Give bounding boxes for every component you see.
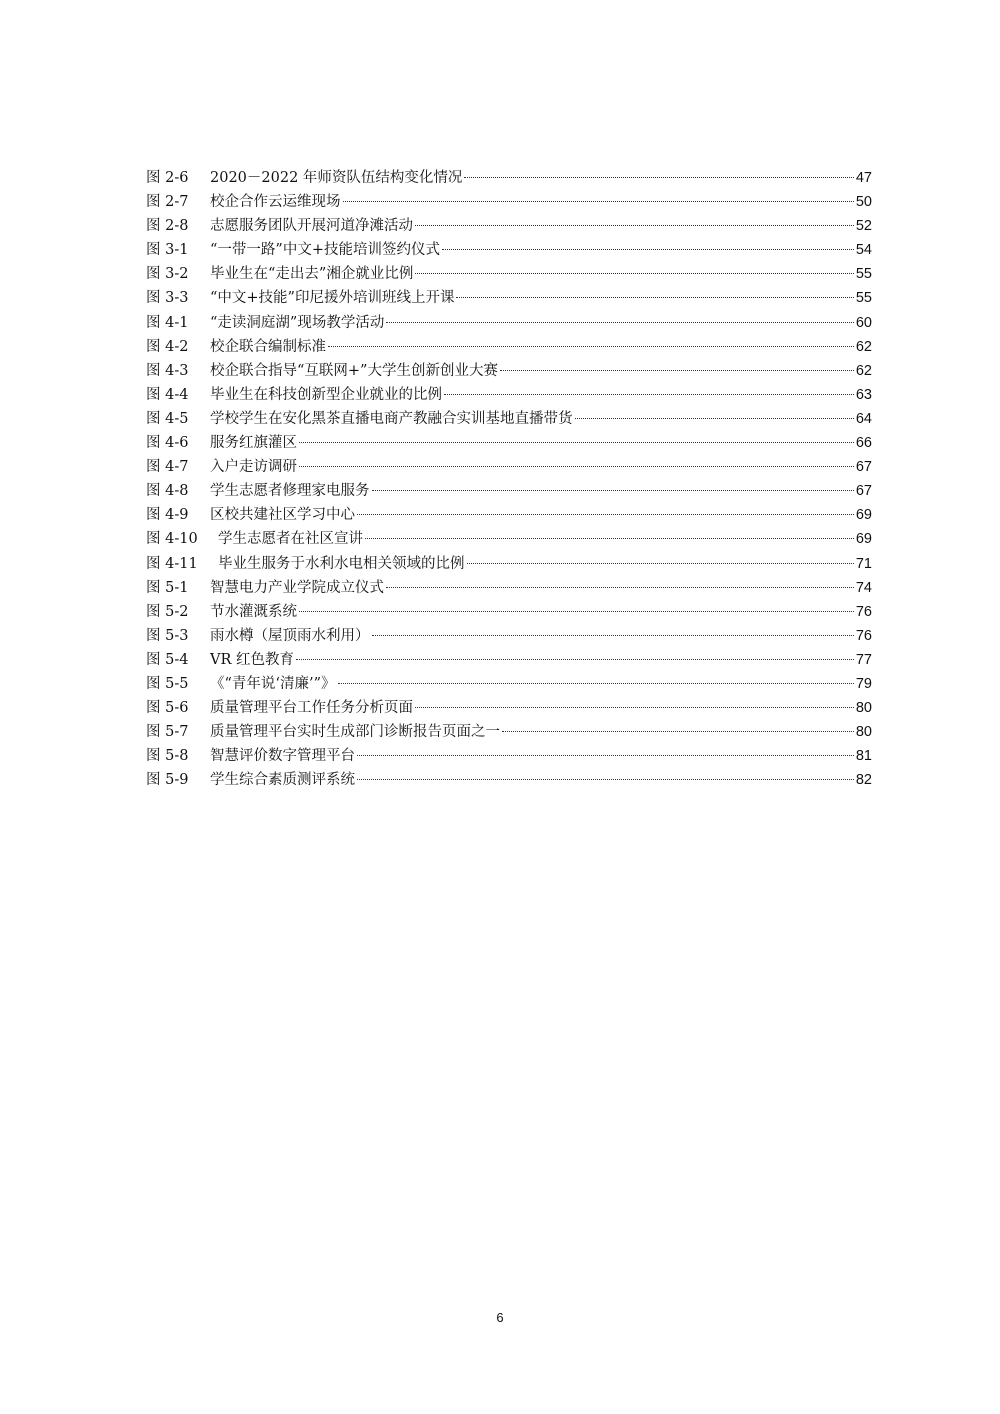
dot-leader: [296, 659, 854, 660]
figure-title: 服务红旗灌区: [210, 435, 297, 452]
toc-entry[interactable]: [146, 576, 872, 600]
page-reference: 77: [855, 651, 872, 668]
page-reference: 69: [855, 507, 872, 524]
dot-leader: [338, 683, 854, 684]
toc-entry[interactable]: [146, 311, 872, 335]
figure-title: 《“青年说‘清廉’”》: [210, 675, 336, 692]
dot-leader: [299, 442, 854, 443]
figure-number: 图 3-1: [146, 242, 189, 259]
dot-leader: [343, 201, 854, 202]
dot-leader: [415, 707, 854, 708]
dot-leader: [444, 394, 854, 395]
figure-title: “走读洞庭湖”现场教学活动: [210, 314, 385, 331]
page-reference: 67: [855, 483, 872, 500]
page-reference: 82: [855, 772, 872, 789]
figure-number: 图 4-4: [146, 386, 189, 403]
dot-leader: [386, 587, 854, 588]
toc-entry[interactable]: [146, 359, 872, 383]
figure-title: 学生志愿者修理家电服务: [210, 483, 370, 500]
page-reference: 63: [855, 386, 872, 403]
page-reference: 69: [855, 531, 872, 548]
toc-entry[interactable]: [146, 166, 872, 190]
toc-entry[interactable]: [146, 624, 872, 648]
dot-leader: [386, 322, 854, 323]
page-reference: 64: [855, 410, 872, 427]
toc-entry[interactable]: [146, 503, 872, 527]
page-reference: 55: [855, 290, 872, 307]
figure-title: 毕业生在科技创新型企业就业的比例: [210, 386, 442, 403]
figure-title: 学生综合素质测评系统: [210, 772, 355, 789]
figure-number: 图 5-3: [146, 627, 189, 644]
page-reference: 50: [855, 194, 872, 211]
page-reference: 55: [855, 266, 872, 283]
toc-entry[interactable]: [146, 672, 872, 696]
page-number: 6: [496, 1310, 504, 1325]
figure-title: 校企联合指导“互联网+”大学生创新创业大赛: [210, 362, 498, 379]
figure-title: 学校学生在安化黑茶直播电商产教融合实训基地直播带货: [210, 410, 573, 427]
figure-number: 图 5-9: [146, 772, 189, 789]
dot-leader: [456, 297, 853, 298]
dot-leader: [502, 731, 854, 732]
dot-leader: [415, 225, 854, 226]
page-reference: 74: [855, 579, 872, 596]
figure-title: 2020－2022 年师资队伍结构变化情况: [210, 170, 463, 186]
figure-title: 入户走访调研: [210, 459, 297, 476]
figure-title: VR 红色教育: [210, 651, 294, 668]
toc-entry[interactable]: [146, 407, 872, 431]
toc-entry[interactable]: [146, 214, 872, 238]
toc-entry[interactable]: [146, 383, 872, 407]
figure-title: 智慧评价数字管理平台: [210, 748, 355, 765]
page-reference: 76: [855, 627, 872, 644]
toc-entry[interactable]: [146, 744, 872, 768]
toc-entry[interactable]: [146, 720, 872, 744]
dot-leader: [372, 490, 854, 491]
figure-title: 节水灌溉系统: [210, 603, 297, 620]
page-reference: 52: [855, 218, 872, 235]
figure-number: 图 4-10: [146, 531, 198, 548]
figure-number: 图 2-8: [146, 218, 189, 235]
figure-list-toc: [146, 166, 872, 792]
page-reference: 66: [855, 435, 872, 452]
page-reference: 76: [855, 603, 872, 620]
figure-number: 图 4-7: [146, 459, 189, 476]
page-reference: 60: [855, 314, 872, 331]
figure-number: 图 5-8: [146, 748, 189, 765]
figure-number: 图 4-9: [146, 507, 189, 524]
figure-title: 学生志愿者在社区宣讲: [218, 531, 363, 548]
dot-leader: [415, 273, 854, 274]
figure-number: 图 5-1: [146, 579, 189, 596]
dot-leader: [299, 466, 854, 467]
page-reference: 67: [855, 459, 872, 476]
toc-entry[interactable]: [146, 527, 872, 551]
figure-number: 图 5-6: [146, 700, 189, 717]
dot-leader: [328, 346, 854, 347]
toc-entry[interactable]: [146, 190, 872, 214]
toc-entry[interactable]: [146, 600, 872, 624]
toc-entry[interactable]: [146, 238, 872, 262]
figure-title: 毕业生在“走出去”湘企就业比例: [210, 266, 414, 283]
dot-leader: [467, 563, 854, 564]
dot-leader: [464, 177, 853, 178]
figure-title: 毕业生服务于水利水电相关领域的比例: [218, 555, 465, 572]
figure-title: 质量管理平台工作任务分析页面: [210, 700, 413, 717]
figure-number: 图 4-1: [146, 314, 189, 331]
toc-entry[interactable]: [146, 335, 872, 359]
dot-leader: [357, 514, 854, 515]
figure-number: 图 2-6: [146, 170, 189, 186]
toc-entry[interactable]: [146, 455, 872, 479]
toc-entry[interactable]: [146, 552, 872, 576]
figure-number: 图 4-11: [146, 555, 198, 572]
page-reference: 62: [855, 338, 872, 355]
figure-title: “中文+技能”印尼援外培训班线上开课: [210, 290, 455, 307]
figure-number: 图 4-2: [146, 338, 189, 355]
figure-number: 图 4-6: [146, 435, 189, 452]
toc-entry[interactable]: [146, 696, 872, 720]
figure-number: 图 5-5: [146, 675, 189, 692]
dot-leader: [299, 611, 854, 612]
page-reference: 80: [855, 724, 872, 741]
figure-title: “一带一路”中文+技能培训签约仪式: [210, 242, 440, 259]
dot-leader: [357, 779, 854, 780]
page-reference: 81: [855, 748, 872, 765]
dot-leader: [442, 249, 854, 250]
page-reference: 54: [855, 242, 872, 259]
figure-title: 质量管理平台实时生成部门诊断报告页面之一: [210, 724, 500, 741]
figure-title: 智慧电力产业学院成立仪式: [210, 579, 384, 596]
figure-number: 图 4-5: [146, 410, 189, 427]
figure-number: 图 3-2: [146, 266, 189, 283]
page-reference: 47: [855, 170, 872, 186]
toc-entry[interactable]: [146, 286, 872, 310]
dot-leader: [500, 370, 854, 371]
page-reference: 71: [855, 555, 872, 572]
figure-number: 图 5-2: [146, 603, 189, 620]
figure-title: 校企合作云运维现场: [210, 194, 341, 211]
page-reference: 80: [855, 700, 872, 717]
page-reference: 62: [855, 362, 872, 379]
figure-title: 区校共建社区学习中心: [210, 507, 355, 524]
toc-entry[interactable]: [146, 479, 872, 503]
dot-leader: [372, 635, 854, 636]
figure-title: 校企联合编制标准: [210, 338, 326, 355]
dot-leader: [357, 755, 854, 756]
page-reference: 79: [855, 675, 872, 692]
figure-title: 志愿服务团队开展河道净滩活动: [210, 218, 413, 235]
figure-number: 图 4-8: [146, 483, 189, 500]
dot-leader: [575, 418, 854, 419]
figure-number: 图 3-3: [146, 290, 189, 307]
toc-entry[interactable]: [146, 262, 872, 286]
toc-entry[interactable]: [146, 431, 872, 455]
figure-number: 图 5-7: [146, 724, 189, 741]
toc-entry[interactable]: [146, 768, 872, 792]
figure-title: 雨水樽（屋顶雨水利用）: [210, 627, 370, 644]
toc-entry[interactable]: [146, 648, 872, 672]
dot-leader: [365, 538, 854, 539]
figure-number: 图 2-7: [146, 194, 189, 211]
figure-number: 图 4-3: [146, 362, 189, 379]
figure-number: 图 5-4: [146, 651, 189, 668]
